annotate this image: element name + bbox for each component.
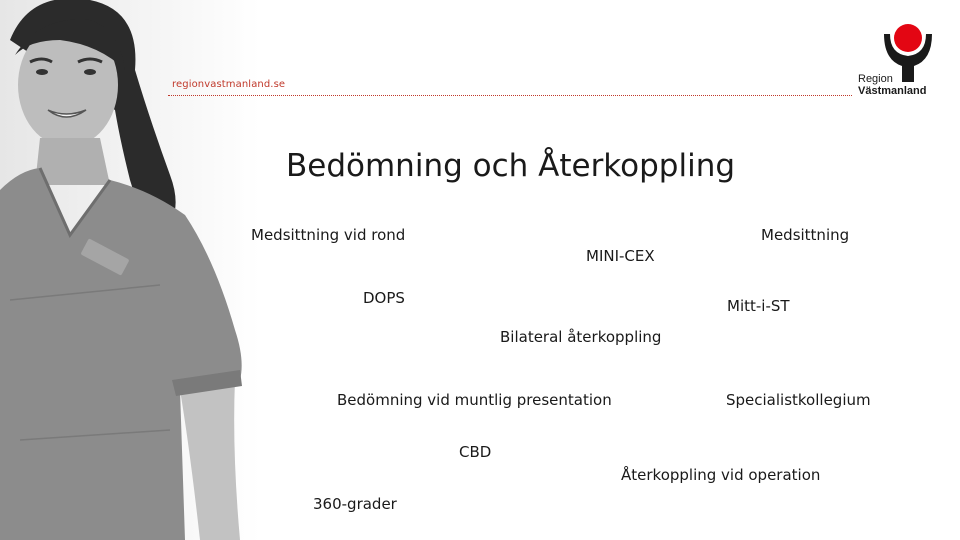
term-dops: DOPS xyxy=(363,289,405,307)
term-bedomning-muntlig-presentation: Bedömning vid muntlig presentation xyxy=(337,391,612,409)
term-specialistkollegium: Specialistkollegium xyxy=(726,391,871,409)
page-title: Bedömning och Återkoppling xyxy=(286,148,736,184)
header-divider xyxy=(168,95,852,96)
logo-text-region: Region xyxy=(858,73,893,85)
term-360-grader: 360-grader xyxy=(313,495,397,513)
site-url-link[interactable]: regionvastmanland.se xyxy=(172,79,286,90)
term-aterkoppling-vid-operation: Återkoppling vid operation xyxy=(621,466,821,484)
term-mitt-i-st: Mitt-i-ST xyxy=(727,297,790,315)
term-bilateral-aterkoppling: Bilateral återkoppling xyxy=(500,328,662,346)
term-medsittning-vid-rond: Medsittning vid rond xyxy=(251,226,406,244)
logo-text-vastmanland: Västmanland xyxy=(858,85,927,96)
term-cbd: CBD xyxy=(459,443,492,461)
term-mini-cex: MINI-CEX xyxy=(586,247,655,265)
region-vastmanland-logo xyxy=(856,20,936,96)
term-medsittning: Medsittning xyxy=(761,226,850,244)
